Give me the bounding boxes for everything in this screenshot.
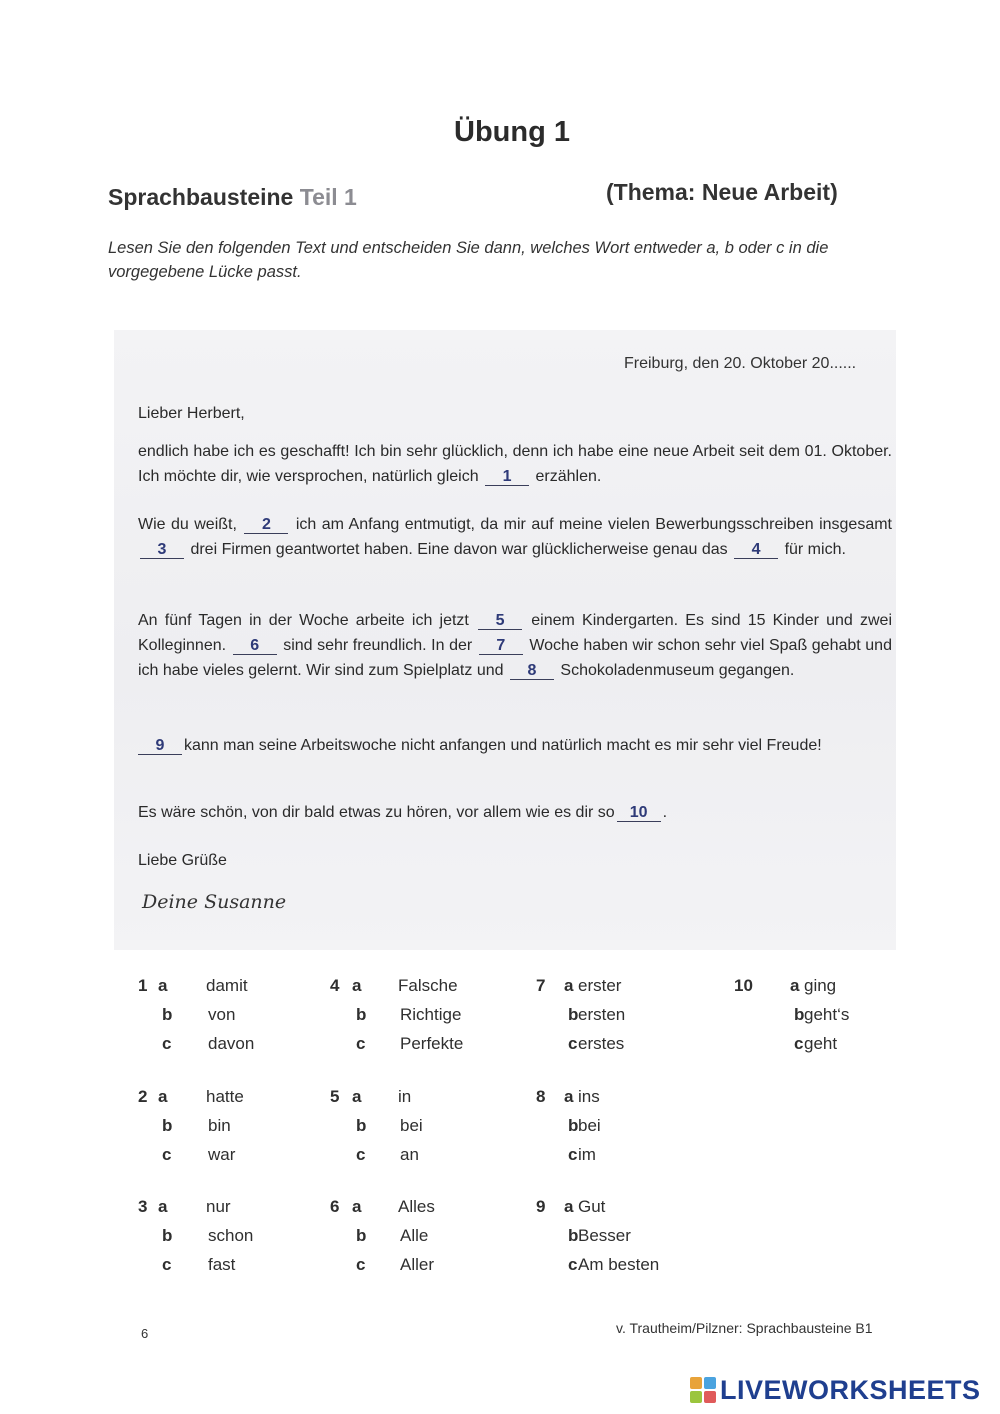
option-letter-a: a [564,1087,574,1106]
letter-salutation: Lieber Herbert, [138,405,245,422]
letter-paragraph-5 [138,800,892,825]
option-10-a[interactable]: ging [804,976,837,995]
option-letter-b: b [568,1226,579,1245]
section-heading [108,184,357,211]
paragraph-text: . [662,804,668,821]
paragraph-text: erzählen. [535,468,602,485]
option-number: 1 [138,976,148,995]
letter-paragraph-1 [138,439,892,489]
option-letter-b: b [356,1005,367,1024]
option-letter-a: a [564,976,574,995]
option-number: 8 [536,1087,546,1106]
option-6-a[interactable]: Alles [398,1197,435,1216]
liveworksheets-logo [690,1374,981,1406]
option-number: 4 [330,976,340,995]
option-10-b[interactable]: geht‘s [804,1005,850,1024]
option-3-b[interactable]: schon [208,1226,254,1245]
option-8-b[interactable]: bei [578,1116,601,1135]
option-2-a[interactable]: hatte [206,1087,244,1106]
option-3-c[interactable]: fast [208,1255,236,1274]
option-letter-b: b [162,1226,173,1245]
option-4-c[interactable]: Perfekte [400,1034,464,1053]
page-title: Übung 1 [454,116,570,148]
paragraph-text: sind sehr freundlich. In der [283,637,473,654]
option-5-a[interactable]: in [398,1087,412,1106]
gap-8[interactable]: 8 [510,662,554,680]
option-letter-c: c [568,1255,578,1274]
section-heading-part: Teil 1 [299,184,357,210]
paragraph-text: für mich. [784,541,846,558]
logo-tile [690,1391,702,1403]
option-letter-b: b [794,1005,805,1024]
paragraph-text: Es wäre schön, von dir bald etwas zu hören, vor allem wie es dir so [138,804,615,821]
option-9-a[interactable]: Gut [578,1197,606,1216]
logo-icon [690,1377,716,1403]
option-letter-a: a [158,976,168,995]
option-number: 10 [734,976,753,995]
letter-closing: Liebe Grüße [138,852,227,869]
option-8-a[interactable]: ins [578,1087,600,1106]
gap-1[interactable]: 1 [485,468,529,486]
paragraph-text: Woche haben wir schon sehr viel Spaß gehabt und ich habe vieles gelernt. Wir sind zum Spielplatz und [138,637,892,679]
option-letter-c: c [356,1034,366,1053]
option-6-b[interactable]: Alle [400,1226,429,1245]
gap-7[interactable]: 7 [479,637,523,655]
logo-tile [704,1391,716,1403]
page-number: 6 [141,1326,149,1341]
option-2-c[interactable]: war [208,1145,236,1164]
option-number: 7 [536,976,546,995]
paragraph-text: ich am Anfang entmutigt, da mir auf meine vielen Bewerbungsschreiben insgesamt [295,516,892,533]
option-letter-c: c [568,1034,578,1053]
paragraph-text: kann man seine Arbeitswoche nicht anfangen und natürlich macht es mir sehr viel Freude! [184,737,822,754]
gap-10[interactable]: 10 [617,804,661,822]
option-letter-c: c [356,1145,366,1164]
option-letter-a: a [352,976,362,995]
option-6-c[interactable]: Aller [400,1255,435,1274]
option-5-c[interactable]: an [400,1145,419,1164]
paragraph-text: Schokoladenmuseum gegangen. [560,662,795,679]
option-letter-a: a [158,1197,168,1216]
option-letter-c: c [794,1034,804,1053]
source-citation: v. Trautheim/Pilzner: Sprachbausteine B1 [616,1320,873,1336]
option-8-c[interactable]: im [578,1145,596,1164]
option-letter-c: c [162,1145,172,1164]
option-letter-a: a [158,1087,168,1106]
option-letter-b: b [568,1005,579,1024]
instructions: Lesen Sie den folgenden Text und entscheiden Sie dann, welches Wort entweder a, b oder c in die vorgegebene Lücke passt. [108,239,829,281]
letter-paragraph-3 [138,608,892,683]
option-number: 2 [138,1087,148,1106]
option-7-a[interactable]: erster [578,976,622,995]
option-letter-c: c [356,1255,366,1274]
gap-3[interactable]: 3 [140,541,184,559]
option-letter-c: c [568,1145,578,1164]
option-1-b[interactable]: von [208,1005,236,1024]
option-7-b[interactable]: ersten [578,1005,626,1024]
option-number: 3 [138,1197,148,1216]
paragraph-text: Wie du weißt, [138,516,237,533]
letter-paragraph-2 [138,512,892,562]
option-letter-c: c [162,1034,172,1053]
option-letter-c: c [162,1255,172,1274]
topic-heading: (Thema: Neue Arbeit) [606,179,838,205]
option-letter-b: b [356,1116,367,1135]
option-number: 5 [330,1087,340,1106]
option-letter-a: a [564,1197,574,1216]
gap-2[interactable]: 2 [244,516,288,534]
paragraph-text: einem Kindergarten. Es sind 15 Kinder und zwei Kolleginnen. [138,612,893,654]
logo-tile [690,1377,702,1389]
option-letter-b: b [162,1116,173,1135]
section-heading-main: Sprachbausteine [108,184,294,210]
paragraph-text: An fünf Tagen in der Woche arbeite ich jetzt [138,612,469,629]
gap-5[interactable]: 5 [478,612,522,630]
option-5-b[interactable]: bei [400,1116,423,1135]
gap-6[interactable]: 6 [233,637,277,655]
logo-tile [704,1377,716,1389]
option-letter-a: a [352,1197,362,1216]
logo-text: LIVEWORKSHEETS [720,1374,981,1405]
option-3-a[interactable]: nur [206,1197,231,1216]
option-4-b[interactable]: Richtige [400,1005,462,1024]
gap-9[interactable]: 9 [138,737,182,755]
option-10-c[interactable]: geht [804,1034,838,1053]
option-letter-a: a [352,1087,362,1106]
option-7-c[interactable]: erstes [578,1034,625,1053]
paragraph-text: endlich habe ich es geschafft! Ich bin sehr glücklich, denn ich habe eine neue Arbeit seit dem 01. Oktober. Ich möchte dir, wie versprochen, natürlich gleich [138,443,892,485]
option-number: 9 [536,1197,546,1216]
option-9-b[interactable]: Besser [578,1226,631,1245]
gap-4[interactable]: 4 [734,541,778,559]
paragraph-text: drei Firmen geantwortet haben. Eine davon war glücklicherweise genau das [190,541,728,558]
option-1-a[interactable]: damit [206,976,248,995]
option-2-b[interactable]: bin [208,1116,231,1135]
option-letter-b: b [356,1226,367,1245]
option-letter-a: a [790,976,800,995]
option-letter-b: b [162,1005,173,1024]
option-9-c[interactable]: Am besten [578,1255,660,1274]
letter-signature: Deine Susanne [142,891,287,913]
option-letter-b: b [568,1116,579,1135]
letter-date: Freiburg, den 20. Oktober 20...... [624,355,857,372]
option-number: 6 [330,1197,340,1216]
option-1-c[interactable]: davon [208,1034,255,1053]
letter-paragraph-4 [138,733,892,758]
option-4-a[interactable]: Falsche [398,976,458,995]
